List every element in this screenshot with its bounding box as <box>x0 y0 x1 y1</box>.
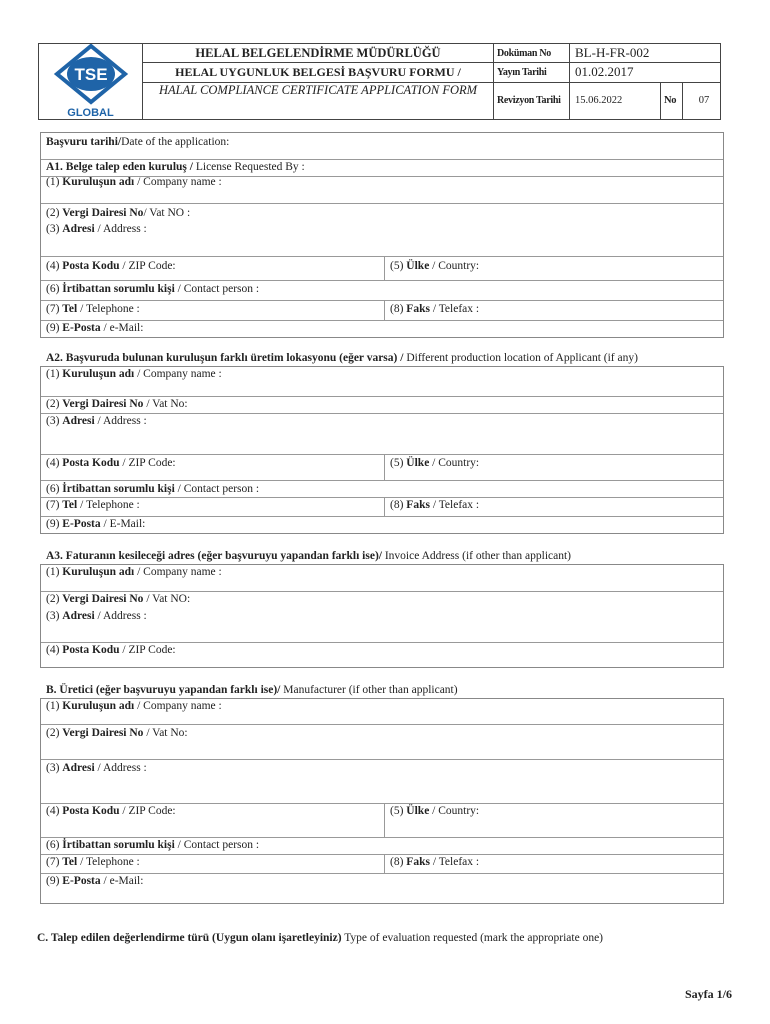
b-zip-field[interactable]: (4) Posta Kodu / ZIP Code: <box>46 805 176 817</box>
section-a1-box <box>40 132 724 338</box>
a1-zip-country-row <box>41 256 723 281</box>
a1-country-field[interactable]: (5) Ülke / Country: <box>390 260 480 272</box>
a2-email-field[interactable]: (9) E-Posta / E-Mail: <box>41 516 723 535</box>
header-title-2: HELAL UYGUNLUK BELGESİ BAŞVURU FORMU / <box>143 63 494 82</box>
logo-text: TSE <box>73 65 108 84</box>
a1-tax-field[interactable]: (2) Vergi Dairesi No/ Vat NO : <box>41 203 723 221</box>
b-fax-field[interactable]: (8) Faks / Telefax : <box>390 856 480 868</box>
pub-date-value: 01.02.2017 <box>570 63 721 82</box>
a2-zip-field[interactable]: (4) Posta Kodu / ZIP Code: <box>46 457 176 469</box>
b-zip-country-row <box>41 803 723 838</box>
a3-title: A3. Faturanın kesileceği adres (eğer başvuruyu yapandan farklı ise)/ Invoice Address (if other than applicant) <box>46 550 572 562</box>
b-contact-field[interactable]: (6) İrtibattan sorumlu kişi / Contact person : <box>41 837 723 855</box>
a1-company-field[interactable]: (1) Kuruluşun adı / Company name : <box>41 176 723 204</box>
section-b-box <box>40 698 724 904</box>
a2-tax-field[interactable]: (2) Vergi Dairesi No / Vat No: <box>41 396 723 414</box>
a2-contact-field[interactable]: (6) İrtibattan sorumlu kişi / Contact person : <box>41 480 723 498</box>
rev-date-label: Revizyon Tarihi <box>494 82 570 120</box>
no-value: 07 <box>683 82 721 120</box>
b-email-field[interactable]: (9) E-Posta / e-Mail: <box>41 873 723 905</box>
a1-zip-field[interactable]: (4) Posta Kodu / ZIP Code: <box>46 260 176 272</box>
tse-logo <box>39 44 143 120</box>
document-header <box>38 43 721 120</box>
b-tel-field[interactable]: (7) Tel / Telephone : <box>46 856 140 868</box>
a3-tax-field[interactable]: (2) Vergi Dairesi No / Vat NO: <box>41 591 723 611</box>
b-title: B. Üretici (eğer başvuruyu yapandan farklı ise)/ Manufacturer (if other than applicant) <box>46 684 458 696</box>
a1-fax-field[interactable]: (8) Faks / Telefax : <box>390 303 480 315</box>
page-number: Sayfa 1/6 <box>684 987 732 1001</box>
section-a2-box <box>40 366 724 534</box>
b-company-field[interactable]: (1) Kuruluşun adı / Company name : <box>46 700 222 712</box>
a1-address-field[interactable]: (3) Adresi / Address : <box>46 223 147 235</box>
application-date-row[interactable]: Başvuru tarihi/Date of the application: <box>46 136 230 148</box>
header-title-3: HALAL COMPLIANCE CERTIFICATE APPLICATION FORM <box>143 82 494 120</box>
tse-logo-icon <box>51 44 131 108</box>
a2-address-field[interactable]: (3) Adresi / Address : <box>41 413 723 455</box>
a2-fax-field[interactable]: (8) Faks / Telefax : <box>390 499 480 511</box>
doc-no-label: Doküman No <box>494 44 570 63</box>
a2-tel-fax-row <box>41 497 723 517</box>
a1-email-field[interactable]: (9) E-Posta / e-Mail: <box>41 320 723 339</box>
a1-contact-field[interactable]: (6) İrtibattan sorumlu kişi / Contact person : <box>41 280 723 301</box>
a2-company-field[interactable]: (1) Kuruluşun adı / Company name : <box>46 368 222 380</box>
pub-date-label: Yayın Tarihi <box>494 63 570 82</box>
a1-title-row: A1. Belge talep eden kuruluş / License Requested By : <box>41 159 723 177</box>
b-tel-fax-row <box>41 854 723 874</box>
b-country-field[interactable]: (5) Ülke / Country: <box>390 805 480 817</box>
a3-zip-field[interactable]: (4) Posta Kodu / ZIP Code: <box>41 642 723 669</box>
doc-no-value: BL-H-FR-002 <box>570 44 721 63</box>
a2-zip-country-row <box>41 454 723 481</box>
a2-tel-field[interactable]: (7) Tel / Telephone : <box>46 499 140 511</box>
header-title-1: HELAL BELGELENDİRME MÜDÜRLÜĞÜ <box>143 44 494 63</box>
no-label: No <box>661 82 683 120</box>
a1-tel-field[interactable]: (7) Tel / Telephone : <box>46 303 140 315</box>
c-title: C. Talep edilen değerlendirme türü (Uygun olanı işaretleyiniz) Type of evaluation requested (mark the appropriate one) <box>37 932 604 944</box>
b-address-field[interactable]: (3) Adresi / Address : <box>41 759 723 804</box>
a2-title: A2. Başvuruda bulunan kuruluşun farklı üretim lokasyonu (eğer varsa) / Different production location of Applicant (if any) <box>46 352 638 364</box>
b-tax-field[interactable]: (2) Vergi Dairesi No / Vat No: <box>41 724 723 760</box>
logo-subtext: GLOBAL <box>67 107 114 119</box>
a1-tel-fax-row <box>41 300 723 321</box>
section-a3-box <box>40 564 724 668</box>
a2-country-field[interactable]: (5) Ülke / Country: <box>390 457 480 469</box>
a3-address-field[interactable]: (3) Adresi / Address : <box>46 610 147 622</box>
rev-date-value: 15.06.2022 <box>570 82 661 120</box>
a3-company-field[interactable]: (1) Kuruluşun adı / Company name : <box>46 566 222 578</box>
